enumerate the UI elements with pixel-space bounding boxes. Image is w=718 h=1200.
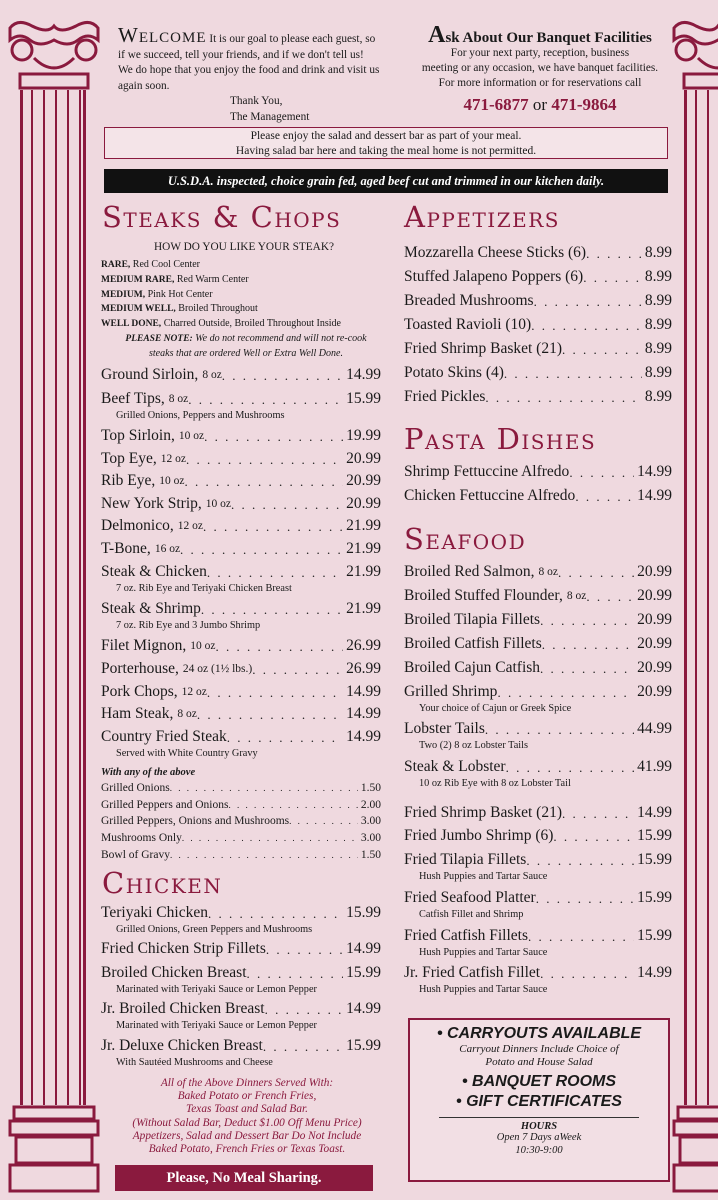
menu-item	[101, 940, 381, 958]
menu-item-size: 8 oz	[538, 566, 558, 578]
menu-item	[101, 637, 381, 655]
menu-item-name: Fried Shrimp Basket (21)	[404, 340, 562, 357]
addon-name: Grilled Onions	[101, 782, 170, 794]
menu-item	[101, 495, 381, 513]
menu-item-name: Rib Eye,	[101, 472, 156, 489]
doneness-item: MEDIUM RARE, Red Warm Center	[101, 273, 249, 285]
leader-dots	[263, 1037, 343, 1055]
menu-item-price: 20.99	[637, 635, 672, 652]
menu-item-name: Broiled Cajun Catfish	[404, 659, 541, 676]
leader-dots	[586, 244, 642, 262]
leader-dots	[497, 683, 634, 701]
menu-item-price: 20.99	[346, 495, 381, 512]
addon-item	[101, 832, 381, 844]
menu-item-name: Top Eye,	[101, 450, 157, 467]
leader-dots	[227, 728, 343, 746]
banquet-line3: For more information or for reservations call	[438, 77, 642, 89]
menu-item-name: Broiled Tilapia Fillets	[404, 611, 541, 628]
menu-item-price: 20.99	[637, 659, 672, 676]
menu-item	[404, 611, 672, 629]
menu-item	[101, 427, 381, 445]
menu-item-price: 21.99	[346, 563, 381, 580]
leader-dots	[558, 563, 634, 581]
addon-price: 3.00	[360, 832, 381, 844]
menu-item	[101, 450, 381, 468]
right-column-ornament	[672, 18, 718, 1198]
gift-certificates-heading: • GIFT CERTIFICATES	[456, 1093, 622, 1110]
menu-item	[404, 388, 672, 406]
doneness-item: WELL DONE, Charred Outside, Broiled Throughout Inside	[101, 318, 341, 330]
promo-box	[408, 1018, 670, 1182]
menu-item-name: Broiled Red Salmon,	[404, 563, 535, 580]
menu-item	[404, 964, 672, 982]
menu-item-desc: Grilled Onions, Peppers and Mushrooms	[116, 410, 285, 421]
addon-item	[101, 849, 381, 861]
menu-item-size: 10 oz	[190, 640, 216, 652]
banquet-line2: meeting or any occasion, we have banquet facilities.	[421, 62, 659, 74]
menu-item-name: Fried Pickles	[404, 388, 486, 405]
menu-item-price: 14.99	[346, 940, 381, 957]
seafood-title: Seafood	[404, 522, 527, 556]
leader-dots	[231, 495, 343, 513]
leader-dots	[531, 316, 642, 334]
doneness-item: MEDIUM WELL, Broiled Throughout	[101, 303, 258, 315]
menu-item-price: 14.99	[346, 705, 381, 722]
menu-item-price: 15.99	[346, 390, 381, 407]
leader-dots	[540, 964, 634, 982]
leader-dots	[247, 964, 344, 982]
leader-dots	[526, 851, 634, 869]
menu-item-desc: Your choice of Cajun or Greek Spice	[419, 703, 572, 714]
menu-item-price: 14.99	[346, 366, 381, 383]
menu-item-name: Fried Shrimp Basket (21)	[404, 804, 562, 821]
menu-item-price: 15.99	[637, 827, 672, 844]
menu-item-name: Potato Skins (4)	[404, 364, 504, 381]
doneness-item: RARE, Red Cool Center	[101, 259, 201, 270]
leader-dots	[197, 705, 343, 723]
leader-dots	[528, 927, 634, 945]
salad-notice-line2: Having salad bar here and taking the meal home is not permitted.	[235, 145, 537, 157]
leader-dots	[562, 804, 634, 822]
leader-dots	[553, 827, 634, 845]
leader-dots	[265, 1000, 344, 1018]
leader-dots	[201, 600, 343, 618]
menu-item-name: Steak & Chicken	[101, 563, 207, 580]
menu-item	[404, 683, 672, 701]
menu-item-name: Delmonico,	[101, 517, 174, 534]
banquet-info	[405, 22, 675, 114]
menu-item	[101, 728, 381, 746]
menu-item	[404, 563, 672, 581]
hours-title: HOURS	[520, 1121, 558, 1132]
menu-item-price: 14.99	[637, 487, 672, 504]
menu-item	[404, 851, 672, 869]
leader-dots	[542, 635, 634, 653]
usda-banner: U.S.D.A. inspected, choice grain fed, aged beef cut and trimmed in our kitchen daily.	[104, 169, 668, 193]
leader-dots	[252, 660, 343, 678]
menu-item	[101, 517, 381, 535]
dinner-note: (Without Salad Bar, Deduct $1.00 Off Menu Price)	[132, 1116, 362, 1129]
leader-dots	[506, 758, 635, 776]
leader-dots	[180, 540, 343, 558]
addon-item	[101, 815, 381, 827]
menu-item-size: 10 oz	[159, 475, 185, 487]
menu-item	[101, 1037, 381, 1055]
leader-dots	[188, 390, 343, 408]
leader-dots	[485, 388, 642, 406]
steak-question: HOW DO YOU LIKE YOUR STEAK?	[154, 241, 334, 253]
menu-item-price: 20.99	[346, 472, 381, 489]
menu-item-name: Ground Sirloin,	[101, 366, 199, 383]
menu-item-name: Broiled Stuffed Flounder,	[404, 587, 563, 604]
menu-item-price: 44.99	[637, 720, 672, 737]
menu-item	[404, 244, 672, 262]
menu-item-name: Fried Jumbo Shrimp (6)	[404, 827, 554, 844]
menu-item	[101, 660, 381, 678]
leader-dots	[208, 904, 343, 922]
menu-item-name: Lobster Tails	[404, 720, 485, 737]
addon-price: 1.50	[360, 782, 381, 794]
menu-item-name: Jr. Fried Catfish Fillet	[404, 964, 541, 981]
menu-item-desc: Catfish Fillet and Shrimp	[419, 909, 524, 920]
leader-dots	[583, 268, 642, 286]
menu-item-name: Stuffed Jalapeno Poppers (6)	[404, 268, 584, 285]
menu-item-name: Filet Mignon,	[101, 637, 187, 654]
menu-item-name: New York Strip,	[101, 495, 202, 512]
menu-item-size: 24 oz (1½ lbs.)	[182, 663, 253, 675]
carryouts-desc1: Carryout Dinners Include Choice of	[459, 1043, 619, 1055]
addon-item	[101, 799, 381, 811]
menu-item-name: Steak & Lobster	[404, 758, 506, 775]
menu-item-price: 15.99	[637, 889, 672, 906]
menu-item-price: 8.99	[644, 340, 672, 357]
menu-item-price: 21.99	[346, 517, 381, 534]
column-capital-icon	[8, 18, 100, 90]
banquet-line1: For your next party, reception, business	[450, 47, 630, 59]
leader-dots	[184, 472, 343, 490]
menu-item-price: 14.99	[346, 1000, 381, 1017]
menu-item-size: 8 oz	[202, 369, 222, 381]
hours-line1: Open 7 Days aWeek	[496, 1132, 582, 1143]
appetizers-title: Appetizers	[404, 200, 560, 234]
menu-item-name: T-Bone,	[101, 540, 151, 557]
welcome-signature-line2: The Management	[230, 110, 310, 123]
menu-item-name: Chicken Fettuccine Alfredo	[404, 487, 576, 504]
menu-item-desc: Served with White Country Gravy	[116, 748, 258, 759]
menu-item-price: 8.99	[644, 388, 672, 405]
menu-item-price: 41.99	[637, 758, 672, 775]
menu-item-price: 14.99	[637, 804, 672, 821]
menu-item-price: 14.99	[346, 728, 381, 745]
chicken-title: Chicken	[102, 866, 223, 900]
phone-or: or	[532, 95, 548, 114]
addon-item	[101, 782, 381, 794]
menu-item-price: 15.99	[346, 1037, 381, 1054]
leader-dots	[207, 563, 343, 581]
menu-item-size: 8 oz	[168, 393, 189, 405]
addon-price: 2.00	[360, 799, 381, 811]
menu-item	[101, 366, 381, 384]
menu-item	[101, 472, 381, 490]
menu-item-size: 12 oz	[181, 686, 207, 698]
leader-dots	[485, 720, 634, 738]
leader-dots	[562, 340, 642, 358]
menu-item	[404, 927, 672, 945]
leader-dots	[540, 611, 634, 629]
menu-item	[404, 659, 672, 677]
menu-item-price: 19.99	[346, 427, 381, 444]
doneness-list	[101, 258, 391, 361]
leader-dots	[575, 487, 634, 505]
carryouts-heading: • CARRYOUTS AVAILABLE	[436, 1025, 642, 1042]
menu-item	[101, 563, 381, 581]
menu-item-price: 20.99	[346, 450, 381, 467]
leader-dots	[186, 450, 343, 468]
menu-item-name: Grilled Shrimp	[404, 683, 498, 700]
leader-dots	[534, 292, 642, 310]
menu-item-name: Teriyaki Chicken	[101, 904, 208, 921]
banquet-rooms-heading: • BANQUET ROOMS	[461, 1073, 617, 1090]
menu-item-price: 14.99	[637, 463, 672, 480]
menu-item	[404, 889, 672, 907]
menu-item	[404, 340, 672, 358]
menu-item-size: 8 oz	[566, 590, 587, 602]
menu-item	[101, 705, 381, 723]
menu-item	[101, 540, 381, 558]
menu-item-name: Steak & Shrimp	[101, 600, 201, 617]
menu-item-name: Fried Chicken Strip Fillets	[101, 940, 266, 957]
banquet-title	[405, 22, 675, 48]
dinner-note: Baked Potato, French Fries or Texas Toast.	[148, 1143, 346, 1156]
menu-item-name: Breaded Mushrooms	[404, 292, 534, 309]
menu-item-price: 8.99	[644, 244, 672, 261]
column-shaft	[20, 90, 86, 1105]
leader-dots	[204, 427, 343, 445]
menu-item-price: 21.99	[346, 600, 381, 617]
menu-item-name: Top Sirloin,	[101, 427, 175, 444]
salad-notice-line1: Please enjoy the salad and dessert bar as part of your meal.	[250, 130, 522, 142]
menu-item	[404, 804, 672, 822]
menu-item	[101, 683, 381, 701]
menu-item-price: 8.99	[644, 292, 672, 309]
menu-item-name: Jr. Deluxe Chicken Breast	[101, 1037, 263, 1054]
phone-2[interactable]: 471-9864	[551, 95, 617, 114]
menu-item-name: Mozzarella Cheese Sticks (6)	[404, 244, 587, 261]
leader-dots	[216, 637, 344, 655]
menu-item	[404, 487, 672, 505]
menu-item-price: 8.99	[644, 268, 672, 285]
menu-item-price: 14.99	[637, 964, 672, 981]
dinner-notes	[104, 1077, 390, 1156]
left-column-ornament	[8, 18, 100, 1198]
menu-item-price: 26.99	[346, 660, 381, 677]
phone-1[interactable]: 471-6877	[463, 95, 529, 114]
no-meal-sharing-banner: Please, No Meal Sharing.	[115, 1165, 373, 1191]
leader-dots	[228, 799, 357, 811]
menu-item-name: Ham Steak,	[101, 705, 174, 722]
menu-item-size: 10 oz	[178, 430, 205, 442]
welcome-signature-line1: Thank You,	[230, 95, 283, 107]
menu-item-price: 20.99	[637, 587, 672, 604]
banquet-title-rest: sk About Our Banquet Facilities	[445, 30, 652, 46]
leader-dots	[536, 889, 634, 907]
menu-item	[404, 463, 672, 481]
menu-item-price: 21.99	[346, 540, 381, 557]
menu-item-name: Fried Seafood Platter	[404, 889, 536, 906]
menu-item-name: Pork Chops,	[101, 683, 178, 700]
addon-price: 1.50	[360, 849, 381, 861]
menu-item	[101, 1000, 381, 1018]
addons-title: With any of the above	[101, 767, 196, 778]
menu-item-name: Fried Tilapia Fillets	[404, 851, 527, 868]
welcome-message	[118, 23, 380, 125]
menu-item-name: Beef Tips,	[101, 390, 165, 407]
menu-item	[404, 587, 672, 605]
menu-item-price: 14.99	[346, 683, 381, 700]
menu-item-price: 15.99	[637, 851, 672, 868]
menu-item-name: Country Fried Steak	[101, 728, 227, 745]
menu-item-desc: 7 oz. Rib Eye and 3 Jumbo Shrimp	[116, 620, 261, 631]
menu-item-name: Fried Catfish Fillets	[404, 927, 528, 944]
banquet-title-initial: A	[428, 22, 446, 48]
leader-dots	[504, 364, 642, 382]
menu-item-desc: Hush Puppies and Tartar Sauce	[419, 947, 548, 958]
pasta-title: Pasta Dishes	[404, 422, 597, 456]
menu-item	[404, 758, 672, 776]
doneness-item: MEDIUM, Pink Hot Center	[101, 288, 213, 300]
leader-dots	[203, 517, 343, 535]
leader-dots	[569, 463, 634, 481]
leader-dots	[207, 683, 343, 701]
steaks-title: Steaks & Chops	[102, 200, 342, 234]
menu-item-name: Broiled Catfish Fillets	[404, 635, 542, 652]
menu-item-name: Broiled Chicken Breast	[101, 964, 247, 981]
menu-item-price: 20.99	[637, 563, 672, 580]
menu-item-desc: 10 oz Rib Eye with 8 oz Lobster Tail	[419, 778, 571, 789]
menu-item-price: 8.99	[644, 316, 672, 333]
menu-item-desc: Grilled Onions, Green Peppers and Mushrooms	[116, 924, 313, 935]
menu-item	[101, 964, 381, 982]
column-base-icon	[8, 1105, 100, 1195]
menu-item-name: Porterhouse,	[101, 660, 179, 677]
menu-item	[404, 364, 672, 382]
menu-item-desc: With Sautéed Mushrooms and Cheese	[116, 1057, 273, 1068]
welcome-text: It is our goal to please each guest, so if we succeed, tell your friends, and if we don't tell us! We do hope that you enjoy the food and drink and visit us again soon.	[118, 33, 380, 92]
menu-item-price: 20.99	[637, 611, 672, 628]
menu-item-size: 8 oz	[177, 708, 197, 720]
carryouts-desc2: Potato and House Salad	[485, 1056, 593, 1068]
menu-item	[404, 635, 672, 653]
banquet-phones	[405, 97, 675, 112]
menu-item	[404, 292, 672, 310]
addon-name: Mushrooms Only	[101, 832, 182, 844]
menu-item-desc: Marinated with Teriyaki Sauce or Lemon Pepper	[116, 984, 317, 995]
menu-item-price: 8.99	[644, 364, 672, 381]
menu-item-price: 15.99	[637, 927, 672, 944]
menu-item-size: 12 oz	[177, 520, 203, 532]
leader-dots	[266, 940, 343, 958]
addon-name: Bowl of Gravy	[101, 849, 170, 861]
hours-line2: 10:30-9:00	[515, 1144, 563, 1156]
menu-item-price: 26.99	[346, 637, 381, 654]
divider	[439, 1117, 639, 1118]
steak-note: PLEASE NOTE: We do not recommend and will not re-cook steaks that are ordered Well or Extra Well Done.	[125, 332, 367, 359]
menu-item	[101, 904, 381, 922]
column-base-icon	[672, 1105, 718, 1195]
menu-item-price: 15.99	[346, 904, 381, 921]
dinner-note: All of the Above Dinners Served With:	[160, 1077, 334, 1089]
menu-item	[101, 390, 381, 408]
leader-dots	[222, 366, 343, 384]
addon-price: 3.00	[360, 815, 381, 827]
welcome-heading: Welcome	[118, 23, 207, 47]
leader-dots	[170, 849, 358, 861]
dinner-note: Texas Toast and Salad Bar.	[186, 1103, 308, 1116]
column-shaft	[684, 90, 718, 1105]
menu-item-name: Toasted Ravioli (10)	[404, 316, 532, 333]
menu-item-size: 12 oz	[160, 453, 186, 465]
leader-dots	[289, 815, 358, 827]
menu-item	[404, 827, 672, 845]
menu-item-desc: Marinated with Teriyaki Sauce or Lemon Pepper	[116, 1020, 317, 1031]
menu-item-size: 10 oz	[205, 498, 231, 510]
leader-dots	[586, 587, 634, 605]
leader-dots	[182, 832, 358, 844]
dinner-note: Appetizers, Salad and Dessert Bar Do Not Include	[132, 1129, 362, 1142]
addon-name: Grilled Peppers and Onions	[101, 799, 229, 811]
menu-item	[404, 720, 672, 738]
menu-item	[404, 268, 672, 286]
menu-item-desc: Hush Puppies and Tartar Sauce	[419, 871, 548, 882]
menu-item-price: 20.99	[637, 683, 672, 700]
menu-item-size: 16 oz	[154, 543, 181, 555]
menu-item-name: Shrimp Fettuccine Alfredo	[404, 463, 570, 480]
menu-item-name: Jr. Broiled Chicken Breast	[101, 1000, 265, 1017]
menu-item-desc: Two (2) 8 oz Lobster Tails	[419, 740, 529, 751]
leader-dots	[170, 782, 358, 794]
menu-item	[101, 600, 381, 618]
menu-item-desc: Hush Puppies and Tartar Sauce	[419, 984, 548, 995]
leader-dots	[540, 659, 634, 677]
salad-bar-notice	[104, 127, 668, 159]
menu-item-desc: 7 oz. Rib Eye and Teriyaki Chicken Breast	[116, 583, 292, 594]
dinner-note: Baked Potato or French Fries,	[177, 1090, 317, 1103]
addon-name: Grilled Peppers, Onions and Mushrooms	[101, 815, 290, 827]
menu-item-price: 15.99	[346, 964, 381, 981]
menu-item	[404, 316, 672, 334]
column-capital-icon	[672, 18, 718, 90]
